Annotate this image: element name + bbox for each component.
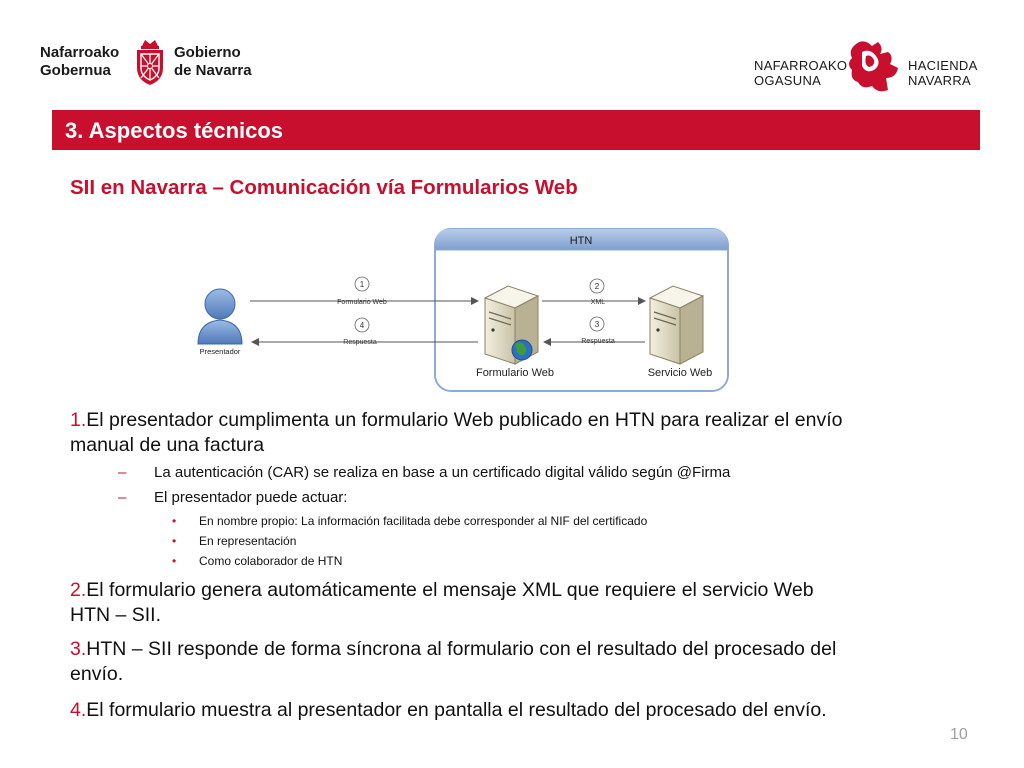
subitem-1-1-text: La autenticación (CAR) se realiza en base a un certificado digital válido según @Firma [154, 464, 731, 481]
logo-right-text-basque: NAFARROAKO OGASUNA [754, 58, 848, 88]
subsubitem-2-text: En representación [199, 534, 297, 548]
web-service-label: Servicio Web [647, 367, 713, 379]
item-1-line2: manual de una factura [70, 434, 265, 456]
bullet-dot: • [172, 534, 177, 548]
slide-subtitle: SII en Navarra – Comunicación vía Formularios Web [70, 176, 578, 199]
svg-text:2: 2 [594, 282, 600, 291]
svg-text:3: 3 [594, 320, 600, 329]
bullet-dot: • [172, 514, 177, 528]
item-2-number: 2. [70, 579, 87, 601]
htn-box-title: HTN [569, 235, 593, 247]
step-marker-3 [590, 317, 604, 331]
arrow-1-label: Formulario Web [337, 299, 387, 306]
page-number: 10 [950, 726, 968, 743]
item-3-line1: HTN – SII responde de forma síncrona al formulario con el resultado del procesado del [86, 638, 837, 660]
item-3-number: 3. [70, 638, 87, 660]
logo-text-basque: Nafarroako Gobernua [40, 44, 120, 79]
list-item-3 [70, 637, 990, 687]
step-marker-1 [355, 277, 369, 291]
list-item-2 [70, 578, 990, 628]
subitem-1-2 [118, 489, 348, 506]
subitem-1-2-text: El presentador puede actuar: [154, 489, 348, 506]
subsubitem-3 [172, 554, 343, 568]
arrow-2-label: XML [590, 299, 606, 306]
dash-bullet: – [118, 489, 127, 506]
hacienda-navarra-logo [748, 38, 988, 98]
bullet-dot: • [172, 554, 177, 568]
navarra-shield-icon [133, 38, 167, 86]
step-marker-2 [590, 279, 604, 293]
item-2-line1: El formulario genera automáticamente el mensaje XML que requiere el servicio Web [86, 579, 814, 601]
item-4-number: 4. [70, 699, 87, 721]
web-form-label: Formulario Web [475, 367, 555, 379]
web-form-server-icon [485, 286, 538, 364]
presenter-person-icon [198, 289, 242, 344]
item-1-number: 1. [70, 409, 87, 431]
item-3-line2: envío. [70, 663, 124, 685]
gobierno-navarra-logo [40, 38, 260, 90]
list-item-4 [70, 698, 990, 723]
logo-right-text-spanish: HACIENDA NAVARRA [908, 58, 978, 88]
logo-text-spanish: Gobierno de Navarra [174, 44, 252, 79]
step-marker-4 [355, 318, 369, 332]
web-service-server-icon [650, 286, 703, 364]
communication-diagram [190, 226, 735, 394]
svg-text:1: 1 [359, 280, 365, 289]
subsubitem-1-text: En nombre propio: La información facilitada debe corresponder al NIF del certificado [199, 514, 648, 528]
subsubitem-1 [172, 514, 648, 528]
item-4-line1: El formulario muestra al presentador en pantalla el resultado del procesado del envío. [86, 699, 827, 721]
subitem-1-1 [118, 464, 731, 481]
item-2-line2: HTN – SII. [70, 604, 162, 626]
presenter-label: Presentador [199, 347, 241, 356]
hacienda-emblem-icon [844, 38, 906, 96]
arrow-3-label: Respuesta [581, 338, 615, 345]
section-title: 3. Aspectos técnicos [65, 118, 284, 143]
subsubitem-3-text: Como colaborador de HTN [199, 554, 343, 568]
subsubitem-2 [172, 534, 297, 548]
list-item-1 [70, 408, 990, 458]
item-1-line1: El presentador cumplimenta un formulario Web publicado en HTN para realizar el envío [86, 409, 843, 431]
arrow-4-label: Respuesta [343, 339, 377, 346]
dash-bullet: – [118, 464, 127, 481]
section-banner [52, 110, 980, 150]
svg-text:4: 4 [359, 321, 365, 330]
